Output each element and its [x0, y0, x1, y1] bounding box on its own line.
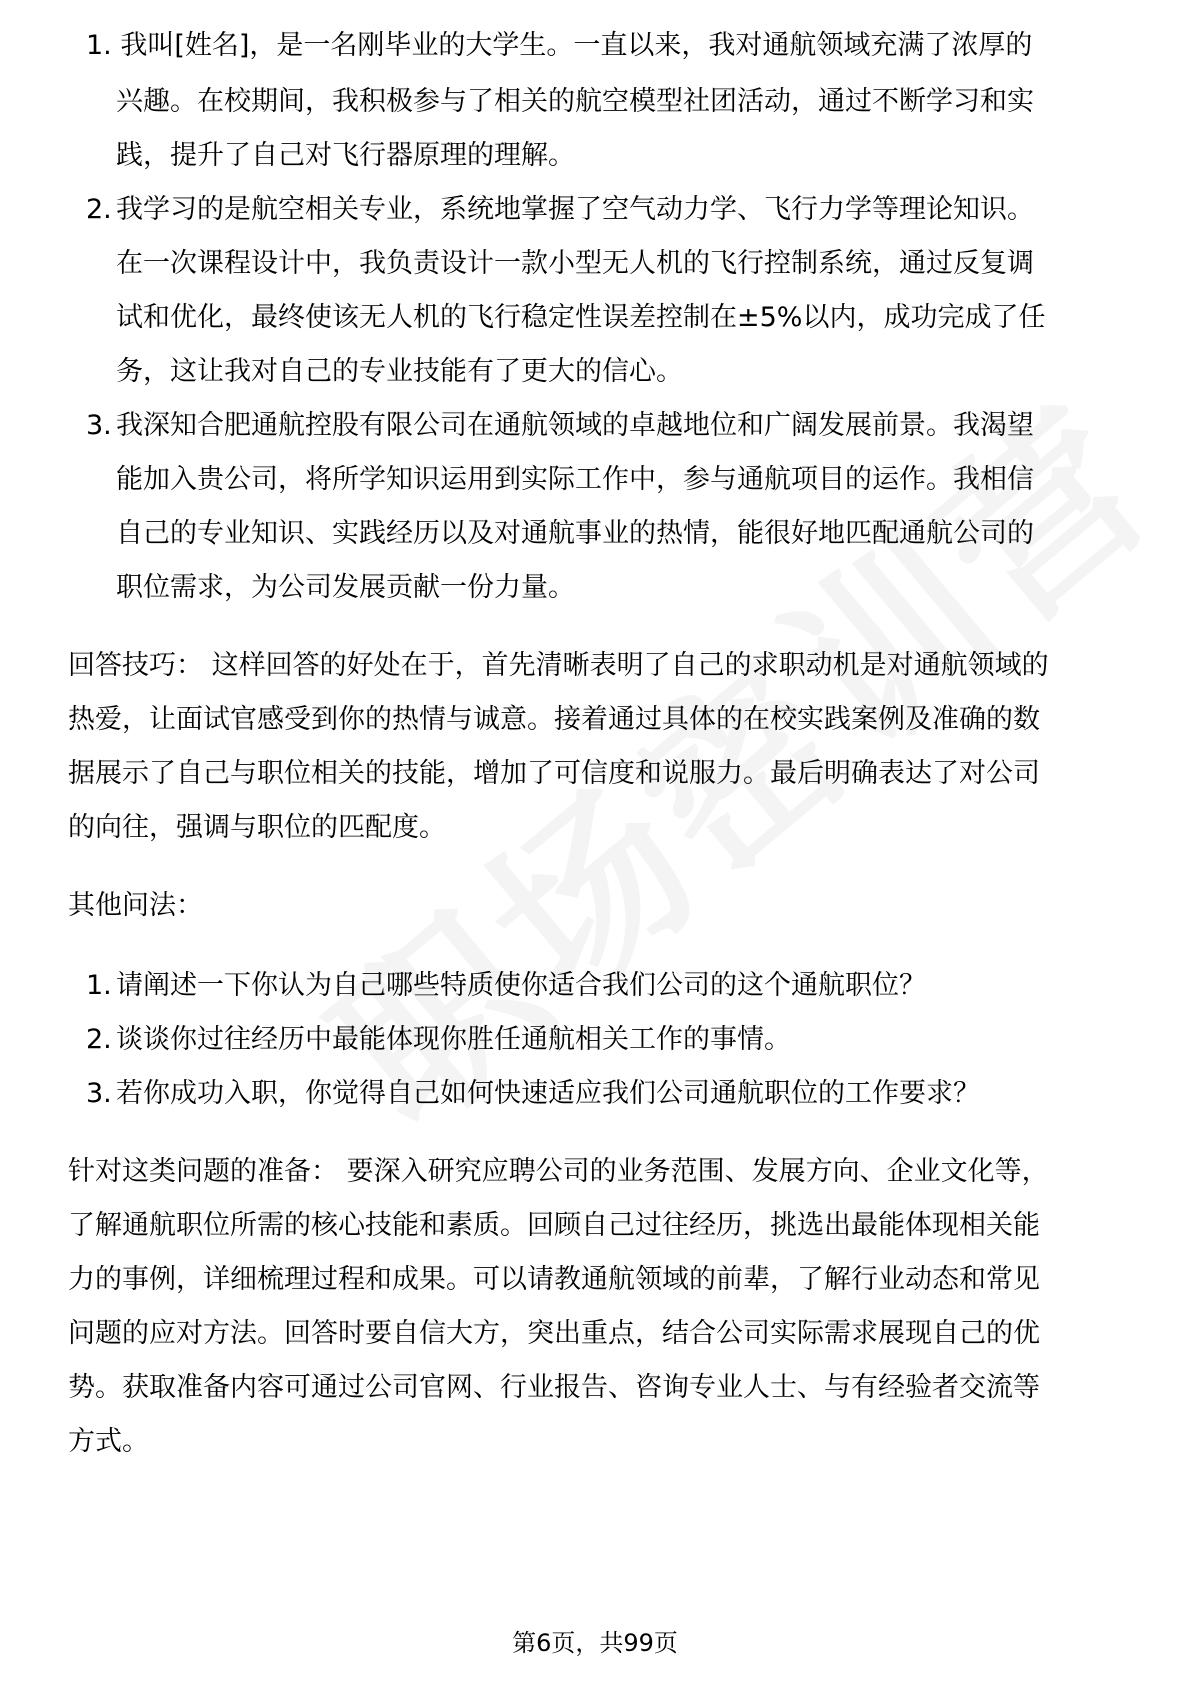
other-question-1: 请阐述一下你认为自己哪些特质使你适合我们公司的这个通航职位？	[116, 970, 926, 1001]
other-question-2-number: 2.	[86, 1024, 112, 1055]
other-questions-heading: 其他问法：	[68, 890, 203, 921]
other-question-3-number: 3.	[86, 1078, 112, 1109]
page-number-footer: 第6页，共99页	[512, 1629, 678, 1657]
tips-line-3: 据展示了自己与职位相关的技能，增加了可信度和说服力。最后明确表达了对公司	[68, 758, 1040, 789]
answer-item-2-line-3: 试和优化，最终使该无人机的飞行稳定性误差控制在±5%以内，成功完成了任	[116, 302, 1046, 333]
answer-item-1-line-3: 践，提升了自己对飞行器原理的理解。	[116, 140, 575, 171]
answer-item-2-line-4: 务，这让我对自己的专业技能有了更大的信心。	[116, 356, 683, 387]
other-question-3: 若你成功入职，你觉得自己如何快速适应我们公司通航职位的工作要求？	[116, 1078, 980, 1109]
answer-item-3-line-2: 能加入贵公司，将所学知识运用到实际工作中，参与通航项目的运作。我相信	[116, 464, 1034, 495]
answer-item-3-line-1: 我深知合肥通航控股有限公司在通航领域的卓越地位和广阔发展前景。我渴望	[116, 410, 1034, 441]
answer-item-2-number: 2.	[86, 194, 112, 225]
prep-line-1: 针对这类问题的准备： 要深入研究应聘公司的业务范围、发展方向、企业文化等，	[68, 1156, 1049, 1187]
answer-item-3-number: 3.	[86, 410, 112, 441]
answer-item-3-line-3: 自己的专业知识、实践经历以及对通航事业的热情，能很好地匹配通航公司的	[116, 518, 1034, 549]
answer-item-3-line-4: 职位需求，为公司发展贡献一份力量。	[116, 572, 575, 603]
prep-line-6: 方式。	[68, 1426, 149, 1457]
prep-line-2: 了解通航职位所需的核心技能和素质。回顾自己过往经历，挑选出最能体现相关能	[68, 1210, 1040, 1241]
prep-line-4: 问题的应对方法。回答时要自信大方，突出重点，结合公司实际需求展现自己的优	[68, 1318, 1040, 1349]
answer-item-1-line-2: 兴趣。在校期间，我积极参与了相关的航空模型社团活动，通过不断学习和实	[116, 86, 1034, 117]
cutoff-line: 1. 我叫[姓名]，是一名刚毕业的大学生。一直以来，我对通航领域充满了浓厚的	[86, 30, 1033, 61]
prep-line-5: 势。获取准备内容可通过公司官网、行业报告、咨询专业人士、与有经验者交流等	[68, 1372, 1040, 1403]
tips-line-1: 回答技巧： 这样回答的好处在于，首先清晰表明了自己的求职动机是对通航领域的	[68, 650, 1049, 681]
other-question-2: 谈谈你过往经历中最能体现你胜任通航相关工作的事情。	[116, 1024, 791, 1055]
tips-line-2: 热爱，让面试官感受到你的热情与诚意。接着通过具体的在校实践案例及准确的数	[68, 704, 1040, 735]
tips-line-4: 的向往，强调与职位的匹配度。	[68, 812, 446, 843]
answer-item-2-line-2: 在一次课程设计中，我负责设计一款小型无人机的飞行控制系统，通过反复调	[116, 248, 1034, 279]
prep-line-3: 力的事例，详细梳理过程和成果。可以请教通航领域的前辈，了解行业动态和常见	[68, 1264, 1040, 1295]
answer-item-2-line-1: 我学习的是航空相关专业，系统地掌握了空气动力学、飞行力学等理论知识。	[116, 194, 1034, 225]
other-question-1-number: 1.	[86, 970, 112, 1001]
